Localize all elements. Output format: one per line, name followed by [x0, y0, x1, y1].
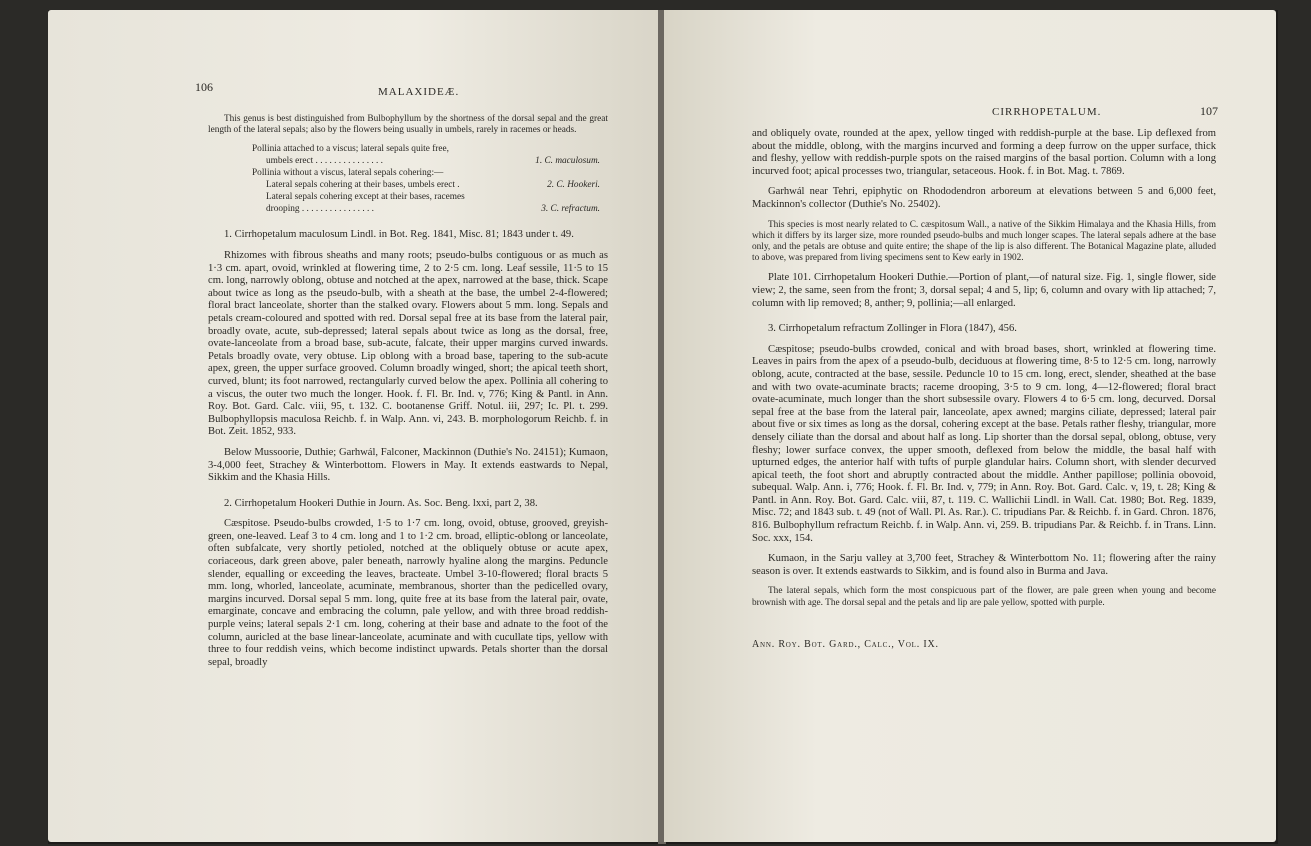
key-line: Lateral sepals cohering except at their bases, racemes [266, 192, 465, 203]
species-3-note: The lateral sepals, which form the most conspicuous part of the flower, are pale green when young and become brownish with age. The dorsal sepal and the petals and lip are pale yellow, spotted with purple. [752, 586, 1216, 608]
page-number-left: 106 [195, 80, 213, 94]
key-line: Lateral sepals cohering at their bases, umbels erect . [266, 180, 460, 191]
open-book [48, 10, 1278, 844]
genus-intro: This genus is best distinguished from Bulbophyllum by the shortness of the dorsal sepal and the great length of the lateral sepals; also by the flowers being usually in umbels, rarely in racemes or heads. [208, 114, 608, 136]
species-2-description: Cæspitose. Pseudo-bulbs crowded, 1·5 to 1·7 cm. long, ovoid, obtuse, grooved, greyish-green, one-leaved. Leaf 3 to 4 cm. long and 1 to 1·2 cm. broad, elliptic-oblong or lanceolate, often subfalcate, very shortly petioled, notched at the obliquely obtuse or acute apex, coriaceous, dark green above, paler beneath, narrowly hyaline along the margins. Peduncle slender, equalling or exceeding the leaves, bracteate. Umbel 3-10-flowered; floral bracts 5 mm. long, whorled, lanceolate, acuminate, membranous, shorter than the pedicelled ovary, margins incurved. Dorsal sepal 5 mm. long, quite free at its base from the lateral pair, ovate, emarginate, concave and embracing the column, pale yellow, and with three broad reddish-purple veins; lateral sepals 2·1 cm. long, cohering at their base and adnate to the foot of the column, auricled at the base linear-lanceolate, acuminate and with cucullate tips, yellow with three to four reddish veins, which become indistinct upwards. Petals shorter than the dorsal sepal, broadly [208, 518, 608, 668]
species-2-distribution: Garhwál near Tehri, epiphytic on Rhododendron arboreum at elevations between 5 and 6,000 feet, Mackinnon's collector (Duthie's No. 25402). [752, 186, 1216, 210]
species-2-continuation: and obliquely ovate, rounded at the apex, yellow tinged with reddish-purple at the base. Lip deflexed from about the middle, oblong, with the margins incurved and forming a deep furrow on the upper surface, thick and fleshy, yellow with reddish-purple spots on the raised margins of the basal portion. Column with a long incurved foot; apical processes two, triangular, setaceous. Hook. f. in Bot. Mag. t. 7869. [752, 128, 1216, 177]
key-line: umbels erect . . . . . . . . . . . . . . . [266, 156, 383, 167]
species-1-heading: 1. Cirrhopetalum maculosum Lindl. in Bot. Reg. 1841, Misc. 81; 1843 under t. 49. [224, 229, 574, 241]
key-line: Pollinia attached to a viscus; lateral sepals quite free, [252, 144, 449, 155]
species-1-distribution: Below Mussoorie, Duthie; Garhwál, Falconer, Mackinnon (Duthie's No. 24151); Kumaon, 3-4,000 feet, Strachey & Winterbottom. Flowers in May. It extends eastwards to Nepal, Sikkim and the Khasia Hills. [208, 446, 608, 484]
key-ref: 3. C. refractum. [541, 204, 600, 215]
running-title-right: CIRRHOPETALUM. [992, 106, 1102, 118]
key-ref: 2. C. Hookeri. [547, 180, 600, 191]
species-2-note: This species is most nearly related to C. cæspitosum Wall., a native of the Sikkim Himalaya and the Khasia Hills, from which it differs by its larger size, more rounded pseudo-bulbs and much longer scapes. The lateral sepals adhere at the base only, and the petals are obtuse and quite entire; the shape of the lip is also different. The Botanical Magazine plate, alluded to above, was prepared from living specimens sent to Kew early in 1902. [752, 219, 1216, 264]
species-3-heading: 3. Cirrhopetalum refractum Zollinger in Flora (1847), 456. [768, 323, 1017, 335]
plate-caption: Plate 101. Cirrhopetalum Hookeri Duthie.—Portion of plant,—of natural size. Fig. 1, single flower, side view; 2, the same, seen from the front; 3, dorsal sepal; 4 and 5, lip; 6, column and ovary with lip attached; 7, column with lip removed; 8, anther; 9, pollinia;—all enlarged. [752, 272, 1216, 309]
species-3-distribution: Kumaon, in the Sarju valley at 3,700 feet, Strachey & Winterbottom No. 11; flowering after the rainy season is over. It extends eastwards to Sikkim, and is found also in Burma and Java. [752, 553, 1216, 577]
journal-footer: Ann. Roy. Bot. Gard., Calc., Vol. IX. [752, 638, 939, 650]
species-3-description: Cæspitose; pseudo-bulbs crowded, conical and with broad bases, short, wrinkled at flowering time. Leaves in pairs from the apex of a pseudo-bulb, deciduous at flowering time, 8·5 to 12·5 cm. long, narrowly oblong, acute, contracted at the base, sessile. Peduncle 10 to 15 cm. long, erect, slender, sheathed at the base and with two ovate-acuminate bracts; raceme drooping, 3·5 to 9 cm. long, 4—12-flowered; floral bract ovate-acuminate, much longer than the short subsessile ovary. Flowers 4 to 6·5 cm. long, decurved. Dorsal sepal free at the base from the lateral pair, lanceolate, apex awned; margins ciliate, depressed; lateral pair about five or six times as long as the dorsal, cohering except at the base. Petals rather fleshy, triangular, more densely ciliate than the dorsal and about half as long. Lip shorter than the dorsal sepal, oblong, obtuse, very fleshy; lower surface convex, the upper smooth, deflexed from below the middle, the basal half with upturned edges, the anterior half with tufts of purple glandular hairs. Column short, with slender decurved apical teeth, the foot short and abruptly contracted about the middle. Anther papillose; pollinia obovoid, subequal. Walp. Ann. i, 776; Hook. f. Fl. Br. Ind. v, 779; in Ann. Roy. Bot. Gard. Calc. v, 19, t. 28; King & Pantl. in Ann. Roy. Bot. Gard. Calc. viii, 87, t. 119. C. Wallichii Lindl. in Wall. Cat. 1980; Bot. Reg. 1839, Misc. 72; and 1843 sub. t. 49 (not of Wall. Pl. As. Rar.). C. tripudians Par. & Reichb. f. in Gard. Chron. 1876, 816. Bulbophyllum refractum Reichb. f. in Walp. Ann. vi, 259. B. tripudians Par. & Reichb. f. in Trans. Linn. Soc. xxx, 154. [752, 343, 1216, 544]
running-head-left [195, 80, 608, 106]
species-2-heading: 2. Cirrhopetalum Hookeri Duthie in Journ. As. Soc. Beng. lxxi, part 2, 38. [224, 497, 538, 509]
page-number-right: 107 [1200, 104, 1218, 118]
species-1-description: Rhizomes with fibrous sheaths and many roots; pseudo-bulbs contiguous or as much as 1·3 cm. apart, ovoid, wrinkled at flowering time, 2 to 2·5 cm. long. Leaf sessile, 11·5 to 15 cm. long, narrowly oblong, obtuse and notched at the apex, narrowed at the base, thick. Scape about twice as long as the pseudo-bulb, with a sheath at the base, the umbel 2-4-flowered; floral bract lanceolate, shorter than the stalked ovary. Flowers about 5 mm. long. Sepals and petals cream-coloured and spotted with red. Dorsal sepal free at its base from the lateral pair, broadly ovate, acute, sub-depressed; lateral sepals about twice as long as the dorsal, free, ovate-lanceolate from a broad base, sub-acute, falcate, their upper margins curved inwards. Petals broadly ovate, very obtuse. Lip oblong with a broad base, tapering to the sub-acute apex, green, the upper surface grooved. Column broadly winged, short; the apical teeth short, curved, blunt; its foot narrowed, rectangularly curved below the apex. Pollinia all cohering to a viscus, the outer two much the longer. Hook. f. Fl. Br. Ind. v, 776; King & Pantl. in Ann. Roy. Bot. Gard. Calc. viii, 95, t. 132. C. bootanense Griff. Notul. iii, 297; Ic. Pl. t. 299. Bulbophyllopsis maculosa Reichb. f. in Walp. Ann. vi, 243. B. morphologorum Reichb. f. in Bot. Zeit. 1852, 933. [208, 250, 608, 438]
running-title-left: MALAXIDEÆ. [378, 86, 460, 98]
key-line: drooping . . . . . . . . . . . . . . . . [266, 204, 374, 215]
left-page [48, 10, 660, 842]
species-key [208, 144, 608, 216]
running-head-right [752, 102, 1216, 120]
key-ref: 1. C. maculosum. [535, 156, 600, 167]
right-page [664, 10, 1276, 842]
key-line: Pollinia without a viscus, lateral sepals cohering:— [252, 168, 444, 179]
